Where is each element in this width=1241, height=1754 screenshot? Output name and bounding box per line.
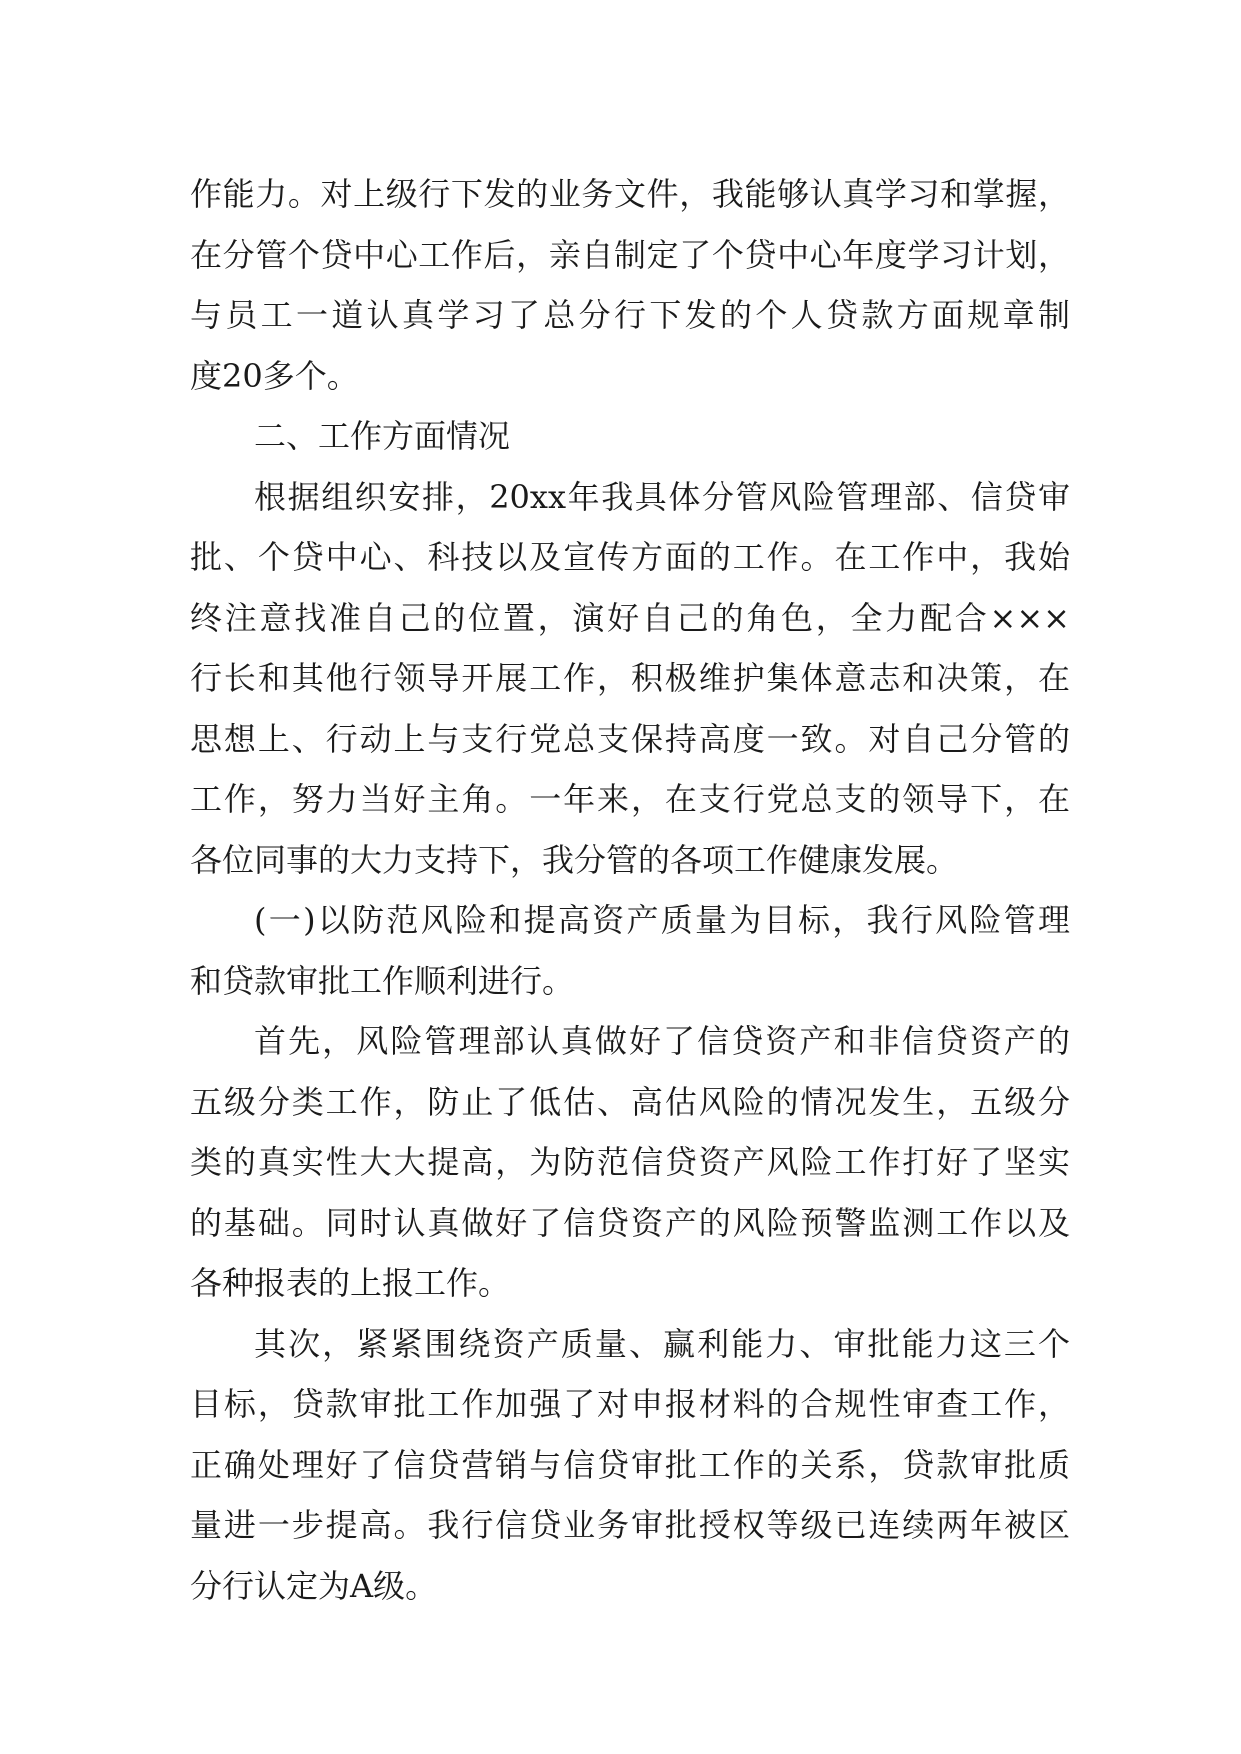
section-heading: 二、工作方面情况 <box>254 417 511 455</box>
text-line: 量进一步提高。我行信贷业务审批授权等级已连续两年被区 <box>190 1506 1070 1544</box>
text-line: 各种报表的上报工作。 <box>190 1264 511 1302</box>
text-line: 根据组织安排，20xx年我具体分管风险管理部、信贷审 <box>254 477 1070 516</box>
text-line: 与员工一道认真学习了总分行下发的个人贷款方面规章制 <box>190 296 1070 334</box>
text-line: 行长和其他行领导开展工作，积极维护集体意志和决策，在 <box>190 659 1070 697</box>
document-body <box>190 164 1070 1616</box>
text-line: 和贷款审批工作顺利进行。 <box>190 961 575 1000</box>
text-line: 类的真实性大大提高，为防范信贷资产风险工作打好了坚实 <box>190 1143 1070 1181</box>
text-line: 思想上、行动上与支行党总支保持高度一致。对自己分管的 <box>190 719 1070 758</box>
text-line: 终注意找准自己的位置，演好自己的角色，全力配合××× <box>190 598 1070 637</box>
text-line: 作能力。对上级行下发的业务文件，我能够认真学习和掌握， <box>190 175 1070 213</box>
text-line: 在分管个贷中心工作后，亲自制定了个贷中心年度学习计划， <box>190 235 1070 274</box>
text-line: 目标，贷款审批工作加强了对申报材料的合规性审查工作， <box>190 1385 1070 1423</box>
text-line: 首先，风险管理部认真做好了信贷资产和非信贷资产的 <box>254 1022 1070 1060</box>
text-line: 分行认定为A级。 <box>190 1566 438 1605</box>
text-line: 正确处理好了信贷营销与信贷审批工作的关系，贷款审批质 <box>190 1445 1070 1484</box>
subsection-heading: (一)以防范风险和提高资产质量为目标，我行风险管理 <box>254 901 1070 939</box>
text-line: 批、个贷中心、科技以及宣传方面的工作。在工作中，我始 <box>190 538 1070 576</box>
text-line: 其次，紧紧围绕资产质量、赢利能力、审批能力这三个 <box>254 1324 1070 1363</box>
text-line: 五级分类工作，防止了低估、高估风险的情况发生，五级分 <box>190 1082 1070 1121</box>
text-line: 工作，努力当好主角。一年来，在支行党总支的领导下，在 <box>190 780 1070 818</box>
text-line: 度20多个。 <box>190 356 359 395</box>
text-line: 的基础。同时认真做好了信贷资产的风险预警监测工作以及 <box>190 1203 1070 1242</box>
text-line: 各位同事的大力支持下，我分管的各项工作健康发展。 <box>190 840 959 879</box>
